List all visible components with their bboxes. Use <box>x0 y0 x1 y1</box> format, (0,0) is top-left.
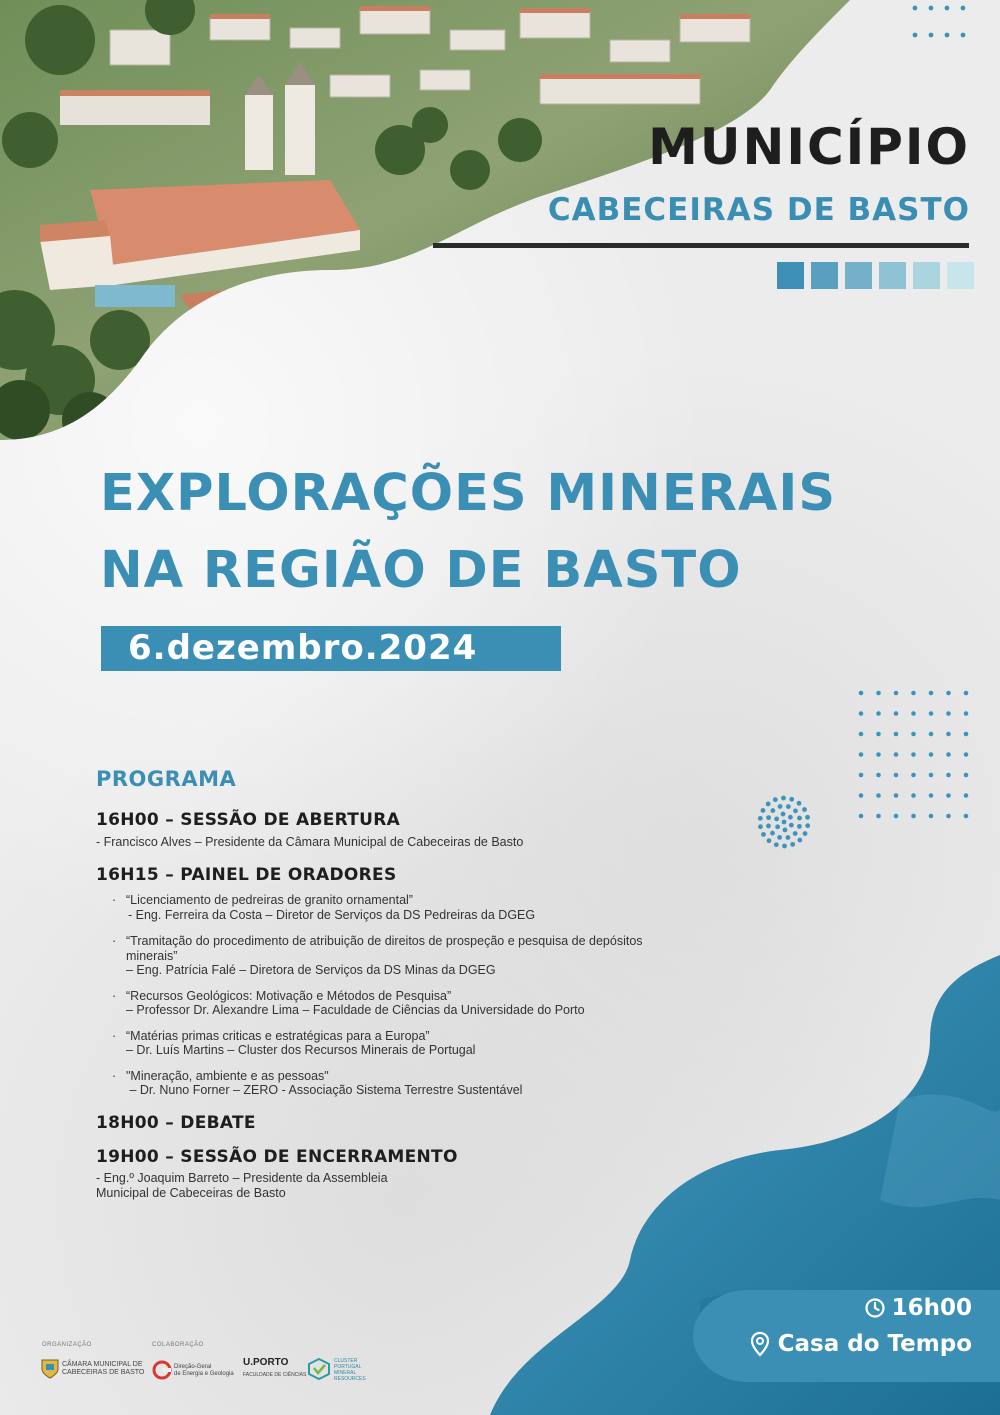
grid-dot <box>876 814 881 819</box>
event-title-line1: EXPLORAÇÕES MINERAIS <box>100 464 837 523</box>
color-swatches <box>777 262 974 289</box>
talk-title: “Tramitação do procedimento de atribuição de direitos de prospeção e pesquisa de depósitos minerais” <box>126 934 643 963</box>
ring-dot <box>793 808 798 813</box>
ring-dot <box>770 831 775 836</box>
grid-dot <box>929 773 934 778</box>
grid-dot <box>929 732 934 737</box>
talk-speaker: – Dr. Luís Martins – Cluster dos Recursos Minerais de Portugal <box>126 1043 476 1057</box>
ring-dot <box>770 808 775 813</box>
grid-dot <box>894 814 899 819</box>
grid-dot <box>894 691 899 696</box>
ring-dot <box>789 797 794 802</box>
dot-grid-top <box>913 6 966 38</box>
grid-dot <box>964 732 969 737</box>
municipality-crest-logo <box>40 1357 60 1379</box>
ring-dot <box>782 844 787 849</box>
session-panel-title: 16H15 – PAINEL DE ORADORES <box>96 865 397 885</box>
ring-dot <box>788 815 793 820</box>
grid-dot <box>894 711 899 716</box>
grid-dot <box>876 752 881 757</box>
grid-dot <box>911 752 916 757</box>
grid-dot <box>894 793 899 798</box>
swatch <box>913 262 940 289</box>
ring-dot <box>766 815 771 820</box>
talk-title: “Matérias primas criticas e estratégicas para a Europa” <box>126 1028 430 1043</box>
event-title <box>100 455 836 609</box>
event-info <box>750 1295 972 1357</box>
collaboration-label: COLABORAÇÃO <box>152 1342 204 1348</box>
session-opening-desc: - Francisco Alves – Presidente da Câmara Municipal de Cabeceiras de Basto <box>96 835 524 849</box>
dgeg-logo-text: Direção-Geral de Energia e Geologia <box>174 1364 234 1377</box>
grid-dot <box>859 732 864 737</box>
event-place: Casa do Tempo <box>777 1331 972 1357</box>
talk-speaker: – Eng. Patrícia Falé – Diretora de Serviços da DS Minas da DGEG <box>126 963 496 977</box>
grid-dot <box>876 793 881 798</box>
header-divider <box>433 243 969 248</box>
organization-label: ORGANIZAÇÃO <box>42 1342 92 1348</box>
ring-dot <box>766 802 771 807</box>
talk-speaker: – Dr. Nuno Forner – ZERO - Associação Sistema Terrestre Sustentável <box>126 1083 523 1097</box>
talk-speaker: – Professor Dr. Alexandre Lima – Faculdade de Ciências da Universidade do Porto <box>126 1003 585 1017</box>
grid-dot <box>929 691 934 696</box>
ring-dot <box>773 797 778 802</box>
grid-dot <box>911 773 916 778</box>
session-closing-desc <box>96 1171 716 1201</box>
ring-dot <box>767 838 772 843</box>
ring-dot <box>797 824 802 829</box>
grid-dot <box>911 732 916 737</box>
grid-dot <box>876 691 881 696</box>
swatch <box>879 262 906 289</box>
ring-dot <box>774 842 779 847</box>
grid-dot <box>964 814 969 819</box>
ring-dot <box>783 828 788 833</box>
municipality-title: MUNICÍPIO <box>648 118 970 176</box>
cluster-logo <box>307 1357 331 1381</box>
talk-item: · "Mineração, ambiente e as pessoas" – Dr. Nuno Forner – ZERO - Associação Sistema Terrestre Sustentável <box>96 1069 716 1098</box>
grid-dot <box>946 691 951 696</box>
org-logo-text: CÂMARA MUNICIPAL DE CABECEIRAS DE BASTO <box>62 1361 145 1376</box>
grid-dot <box>894 773 899 778</box>
closing-desc-line1: - Eng.º Joaquim Barreto – Presidente da Assembleia <box>96 1170 388 1185</box>
talk-speaker: - Eng. Ferreira da Costa – Diretor de Serviços da DS Pedreiras da DGEG <box>128 907 536 922</box>
ring-dot <box>797 816 802 821</box>
grid-dot <box>859 752 864 757</box>
clock-icon <box>864 1297 886 1319</box>
time-row <box>750 1295 972 1321</box>
grid-dot <box>964 752 969 757</box>
event-date: 6.dezembro.2024 <box>101 626 561 671</box>
grid-dot <box>929 752 934 757</box>
grid-dot <box>946 752 951 757</box>
talk-title: “Recursos Geológicos: Motivação e Métodos de Pesquisa” <box>126 988 452 1003</box>
ring-dot <box>802 807 807 812</box>
place-row <box>750 1331 972 1357</box>
grid-dot <box>876 732 881 737</box>
ring-dot <box>797 838 802 843</box>
grid-dot <box>946 814 951 819</box>
ring-dot <box>774 816 779 821</box>
ring-dot <box>761 832 766 837</box>
grid-dot <box>859 691 864 696</box>
grid-dot <box>929 711 934 716</box>
ring-dot <box>793 831 798 836</box>
grid-dot <box>964 691 969 696</box>
grid-dot <box>859 773 864 778</box>
grid-dot <box>876 773 881 778</box>
grid-dot <box>859 711 864 716</box>
cluster-logo-text: CLUSTER PORTUGAL MINERAL RESOURCES <box>334 1358 366 1382</box>
dot-circle <box>758 796 810 849</box>
ring-dot <box>778 804 783 809</box>
grid-dot <box>946 793 951 798</box>
event-time: 16h00 <box>891 1295 972 1321</box>
talk-title: "Mineração, ambiente e as pessoas" <box>126 1068 329 1083</box>
grid-dot <box>894 752 899 757</box>
talk-title: “Licenciamento de pedreiras de granito ornamental” <box>126 893 413 907</box>
dgeg-logo <box>152 1360 172 1380</box>
talk-item: · “Matérias primas criticas e estratégicas para a Europa” – Dr. Luís Martins – Cluster dos Recursos Minerais de Portugal <box>96 1029 716 1058</box>
swatch <box>947 262 974 289</box>
talk-item: · “Licenciamento de pedreiras de granito ornamental” - Eng. Ferreira da Costa – Diretor de Serviços da DS Pedreiras da DGEG <box>96 893 716 922</box>
grid-dot <box>859 814 864 819</box>
event-title-line2: NA REGIÃO DE BASTO <box>100 541 742 600</box>
municipality-subtitle: CABECEIRAS DE BASTO <box>547 192 970 228</box>
map-pin-icon <box>750 1331 770 1357</box>
talk-item: · “Tramitação do procedimento de atribuição de direitos de prospeção e pesquisa de depósitos minerais” – Eng. Patrícia Falé – Diretora de Serviços da DS Minas da DGEG <box>96 934 686 978</box>
grid-dot <box>946 711 951 716</box>
grid-dot <box>929 793 934 798</box>
grid-dot <box>964 711 969 716</box>
grid-dot <box>894 732 899 737</box>
grid-dot <box>946 773 951 778</box>
session-opening-title: 16H00 – SESSÃO DE ABERTURA <box>96 810 401 830</box>
ring-dot <box>758 816 763 821</box>
talk-item: · “Recursos Geológicos: Motivação e Métodos de Pesquisa” – Professor Dr. Alexandre Lima – Faculdade de Ciências da Universidade do Porto <box>96 989 716 1018</box>
grid-dot <box>946 732 951 737</box>
ring-dot <box>781 796 786 801</box>
grid-dot <box>929 814 934 819</box>
ring-dot <box>786 804 791 809</box>
grid-dot <box>911 691 916 696</box>
grid-dot <box>964 793 969 798</box>
ring-dot <box>782 820 787 825</box>
swatch <box>811 262 838 289</box>
grid-dot <box>911 793 916 798</box>
ring-dot <box>803 831 808 836</box>
ring-dot <box>777 835 782 840</box>
ring-dot <box>775 824 780 829</box>
ring-dot <box>786 835 791 840</box>
session-closing-title: 19H00 – SESSÃO DE ENCERRAMENTO <box>96 1146 458 1167</box>
ring-dot <box>789 823 794 828</box>
grid-dot <box>859 793 864 798</box>
grid-dot <box>911 711 916 716</box>
ring-dot <box>766 824 771 829</box>
grid-dot <box>964 773 969 778</box>
closing-desc-line2: Municipal de Cabeceiras de Basto <box>96 1185 286 1200</box>
uporto-logo: U.PORTO <box>243 1357 289 1368</box>
ring-dot <box>805 823 810 828</box>
ring-dot <box>797 801 802 806</box>
swatch <box>777 262 804 289</box>
ring-dot <box>781 812 786 817</box>
aerial-photo <box>0 0 900 460</box>
dot-grid-mid <box>859 691 969 819</box>
ring-dot <box>805 815 810 820</box>
session-debate-title: 18H00 – DEBATE <box>96 1112 256 1133</box>
ring-dot <box>761 808 766 813</box>
swatch <box>845 262 872 289</box>
grid-dot <box>876 711 881 716</box>
uporto-sub: FACULDADE DE CIÊNCIAS <box>243 1372 307 1378</box>
ring-dot <box>758 824 763 829</box>
program-heading: PROGRAMA <box>96 767 237 791</box>
program-section <box>96 767 716 1201</box>
grid-dot <box>911 814 916 819</box>
ring-dot <box>790 842 795 847</box>
